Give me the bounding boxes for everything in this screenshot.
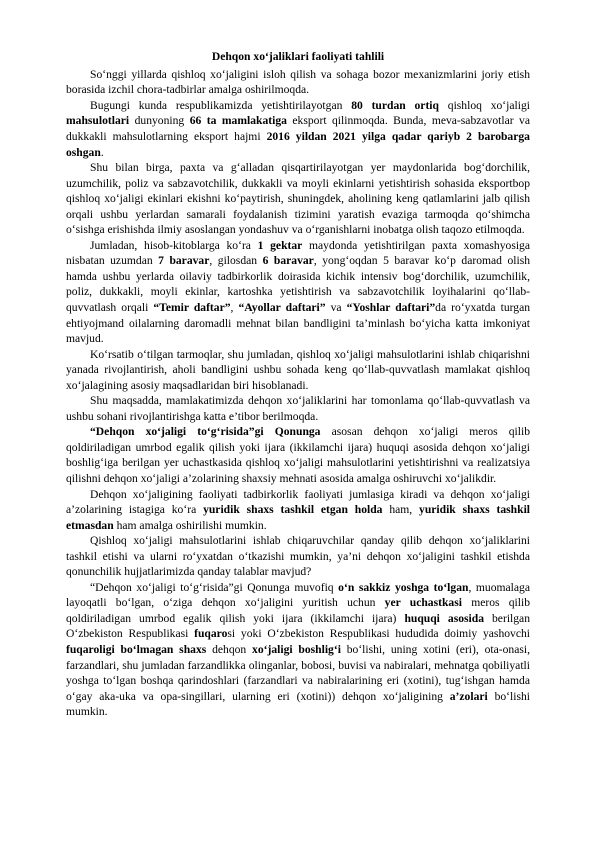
text-run: maydonda yetishtirilgan paxta xomashyosiga nisbatan uzumdan (66, 238, 530, 268)
text-run: Ko‘rsatib o‘tilgan tarmoqlar, shu jumladan, qishloq xo‘jaligi mahsulotlarini ishlab chiqarishni yanada rivojlantirish, aholi bandligini ushbu sohada keng qo‘llab-quvvatlash mamlakat qishloq xo‘jalagining asosiy maqsadlaridan biri hisoblanadi. (66, 347, 530, 392)
bold-text: “Yoshlar daftari” (346, 301, 436, 314)
text-run: Shu bilan birga, paxta va g‘alladan qisqartirilayotgan yer maydonlarida bog‘dorchilik, uzumchilik, poliz va sabzavotchilik, dukkakli va moyli ekinlarni yetishtirish sohasida eksportbop qishloq xo‘jaligi ekinlari ekishni ko‘paytirish, shuningdek, aholining keng qatlamlarini jalb qilish orqali ushbu yerlardan samarali foydalanish tizimini yaratish evaziga tarmoqda qo‘shimcha o‘sishga erishishda ilmiy asoslangan yondashuv va o‘rganishlarni inobatga olish taqozo etilmoqda. (66, 161, 530, 237)
bold-text: 66 ta mamlakatiga (189, 114, 287, 128)
bold-text: 80 turdan ortiq (351, 98, 439, 112)
text-run: Bugungi kunda respublikamizda yetishtirilayotgan (90, 98, 352, 112)
text-run: asosan dehqon xo‘jaligi meros qilib qoldiriladigan umrbod egalik qilish yoki ijara (ikkilamchi ijara) huquqi asosida dehqon xo‘jaligi boshlig‘iga berilgan yer uchastkasida qishloq xo‘jaligi mahsulotlarini yetishtirishni va realizatsiya qilishni dehqon xo‘jaligi a’zolarining shaxsiy mehnati asosida amalga oshiruvchi xo‘jalikdir. (66, 425, 531, 486)
bold-text: yuridik shaxs tashkil etmasdan (66, 503, 531, 532)
bold-text: “Temir daftar” (153, 301, 231, 314)
bold-text: mahsulotlari (66, 114, 130, 128)
text-run: Qishloq xo‘jaligi mahsulotlarini ishlab chiqaruvchilar qanday qilib dehqon xo‘jaliklarini tashkil etishi va ularni ro‘yxatdan o‘tkazishi mumkin, ya’ni dehqon xo‘jaligini tashkil etishda qonunchilik hujjatlarimizda qanday talablar mavjud? (66, 534, 530, 579)
text-run: . (100, 145, 104, 159)
bold-text: “Ayollar daftari” (238, 301, 326, 314)
paragraph (66, 67, 530, 98)
text-run: dehqon (206, 643, 253, 657)
paragraph (66, 393, 530, 424)
paragraph (66, 424, 530, 486)
bold-text: fuqaro (194, 627, 228, 641)
text-run: meros qilib qoldiriladigan umrbod egalik qilish yoki ijara (ikkilamchi ijara) (66, 596, 531, 625)
text-run: da ro‘yxatda turgan ehtiyojmand oilalarning daromadli mehnat bilan bandligini ta’minlash bo‘yicha katta imkoniyat mavjud. (66, 301, 531, 346)
bold-text: a’zolari (449, 689, 488, 703)
bold-text: 2016 yildan 2021 yilga qadar qariyb 2 barobarga oshgan (66, 129, 530, 159)
bold-text: yuridik shaxs tashkil etgan holda (203, 503, 383, 517)
text-run: bo‘lishi, uning xotini (eri), ota-onasi, farzandlari, shu jumladan farzandlikka olinganlar, bobosi, buvisi va nabiralari, mehnatga qobiliyatli yoshga to‘lgan boshqa qarindoshlari (farzandlari va nabiralarining eri (xotini), tug‘ishgan hamda o‘gay aka-uka va opa-singillari, ularning eri (xotini)) dehqon xo‘jaligining (66, 643, 530, 703)
text-run: bo‘lishi mumkin. (66, 689, 531, 719)
bold-text: 1 gektar (257, 238, 303, 252)
bold-text: xo‘jaligi boshlig‘i (252, 643, 341, 657)
text-run: , gilosdan (209, 254, 263, 268)
text-run: va (325, 301, 347, 314)
text-run: , yong‘oqdan 5 baravar ko‘p daromad olish hamda ushbu yerlarda oilaviy tadbirkorlik doirasida kichik intensiv bog‘dorchilik, uzumchilik, poliz, dukkakli, moyli ekinlar, kartoshka yetishtirish va sabzavotchilik loyihalarini qo‘llab-quvvatlash orqali (66, 254, 531, 314)
bold-text: “Dehqon xo‘jaligi to‘g‘risida”gi Qonunga (90, 425, 321, 439)
text-run: , (230, 301, 239, 314)
text-run: Dehqon xo‘jaligining faoliyati tadbirkorlik faoliyati jumlasiga kiradi va dehqon xo‘jaligi a’zolarining istagiga ko‘ra (66, 487, 530, 517)
bold-text: 6 baravar (262, 254, 314, 268)
text-run: si yoki O‘zbekiston Respublikasi hududida doimiy yashovchi (227, 627, 530, 641)
text-run: berilgan O‘zbekiston Respublikasi (66, 611, 530, 641)
paragraph (66, 160, 530, 238)
article (66, 49, 530, 720)
bold-text: 7 baravar (158, 254, 210, 268)
bold-text: o‘n sakkiz yoshga to‘lgan (338, 580, 469, 594)
text-run: Shu maqsadda, mamlakatimizda dehqon xo‘jaliklarini har tomonlama qo‘llab-quvvatlash va ushbu sohani rivojlantirishga katta e’tibor berilmoqda. (66, 394, 530, 423)
paragraph (66, 487, 530, 534)
text-run: So‘nggi yillarda qishloq xo‘jaligini isloh qilish va sohaga bozor mexanizmlarini joriy etish borasida izchil chora-tadbirlar amalga oshirilmoqda. (66, 67, 530, 97)
paragraph (66, 533, 530, 580)
bold-text: yer uchastkasi (384, 596, 462, 610)
page-title: Dehqon xo‘jaliklari faoliyati tahlili (211, 50, 385, 63)
text-run: , muomalaga layoqatli bo‘lgan, o‘ziga dehqon xo‘jaligini yuritish uchun (66, 580, 530, 610)
text-run: dunyoning (129, 114, 190, 128)
paragraph (66, 580, 530, 720)
article-body (66, 67, 530, 720)
text-run: “Dehqon xo‘jaligi to‘g‘risida”gi Qonunga muvofiq (90, 580, 339, 594)
text-run: Jumladan, hisob-kitoblarga ko‘ra (90, 238, 258, 252)
bold-text: huquqi asosida (404, 611, 484, 625)
paragraph (66, 98, 530, 160)
paragraph (66, 238, 530, 347)
text-run: ham amalga oshirilishi mumkin. (113, 518, 267, 532)
paragraph (66, 347, 530, 394)
text-run: qishloq xo‘jaligi (438, 98, 530, 112)
bold-text: fuqaroligi bo‘lmagan shaxs (66, 643, 207, 657)
text-run: ham, (382, 503, 420, 517)
text-run: eksport qilinmoqda. Bunda, meva-sabzavotlar va dukkakli mahsulotlarning eksport hajmi (66, 114, 530, 143)
